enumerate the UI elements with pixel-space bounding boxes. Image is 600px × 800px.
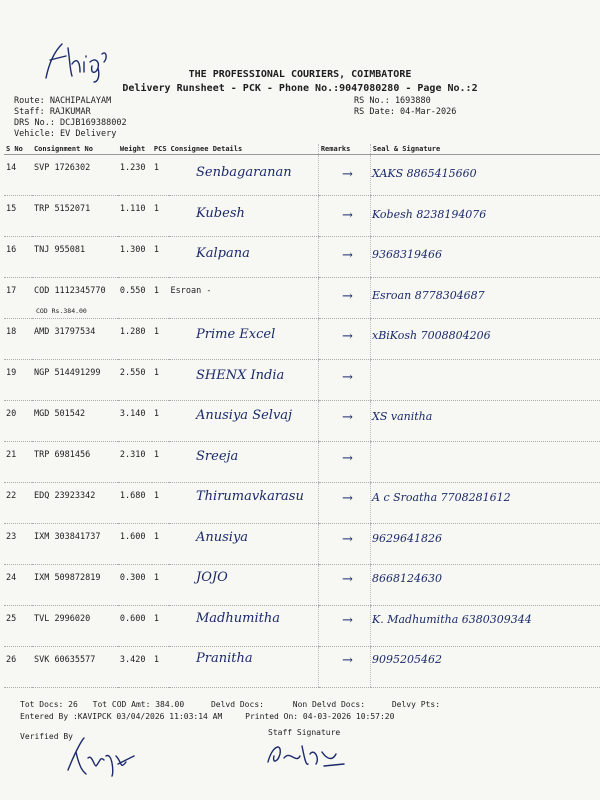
staff-signature-label: Staff Signature <box>268 728 341 737</box>
handwritten-receiver-signature: 9095205462 <box>372 653 442 666</box>
sno-cell: 16 <box>4 237 32 278</box>
handwritten-receiver-signature: xBiKosh 7008804206 <box>372 329 491 342</box>
sno-cell: 22 <box>4 483 32 524</box>
consignment-cell: SVK 60635577 <box>32 647 118 688</box>
consignment-cell: COD 1112345770 COD Rs.384.00 <box>32 278 118 319</box>
table-row <box>4 401 600 442</box>
verified-by-label: Verified By <box>20 732 73 741</box>
consignment-cell: MGD 501542 <box>32 401 118 442</box>
handwritten-receiver-signature: K. Madhumitha 6380309344 <box>372 612 532 626</box>
pcs-cell: 1 <box>152 155 169 196</box>
consignment-cell: TRP 6981456 <box>32 442 118 483</box>
table-row <box>4 565 600 606</box>
pcs-cell: 1 <box>152 278 169 319</box>
remark-arrow-icon: → <box>342 248 353 263</box>
remark-arrow-icon: → <box>342 329 353 344</box>
remark-arrow-icon: → <box>342 491 353 506</box>
pcs-cell: 1 <box>152 442 169 483</box>
table-row <box>4 237 600 278</box>
table-row <box>4 319 600 360</box>
pcs-cell: 1 <box>152 524 169 565</box>
consignment-cell: SVP 1726302 <box>32 155 118 196</box>
handwritten-consignee-name: Pranitha <box>196 651 253 666</box>
vehicle-text: Vehicle: EV Delivery <box>14 129 117 139</box>
sno-cell: 17 <box>4 278 32 319</box>
table-row <box>4 360 600 401</box>
handwritten-receiver-signature: Esroan 8778304687 <box>372 288 485 302</box>
runsheet-info-right <box>354 96 456 118</box>
pcs-cell: 1 <box>152 401 169 442</box>
consignment-cell: AMD 31797534 <box>32 319 118 360</box>
handwritten-consignee-name: Madhumitha <box>196 610 280 626</box>
weight-cell: 2.310 <box>118 442 152 483</box>
weight-cell: 1.110 <box>118 196 152 237</box>
rs-no-text: RS No.: 1693880 <box>354 96 431 106</box>
remark-arrow-icon: → <box>342 572 353 587</box>
weight-cell: 1.300 <box>118 237 152 278</box>
pcs-cell: 1 <box>152 319 169 360</box>
handwritten-receiver-signature: XAKS 8865415660 <box>372 167 477 180</box>
consignee-cell <box>169 565 319 606</box>
handwritten-consignee-name: JOJO <box>196 570 228 585</box>
pcs-cell: 1 <box>152 565 169 606</box>
remark-arrow-icon: → <box>342 653 353 668</box>
remark-arrow-icon: → <box>342 450 353 466</box>
table-row <box>4 196 600 237</box>
delvy-pts: Delvy Pts: <box>391 700 441 709</box>
weight-cell: 1.230 <box>118 155 152 196</box>
consignment-cell: TVL 2996020 <box>32 606 118 647</box>
sno-cell: 15 <box>4 196 32 237</box>
handwritten-consignee-name: Thirumavkarasu <box>196 489 304 504</box>
sno-cell: 26 <box>4 647 32 688</box>
footer-entry <box>20 712 394 721</box>
sno-cell: 25 <box>4 606 32 647</box>
seal-cell <box>370 360 600 401</box>
col-header-weight: Weight <box>118 144 152 155</box>
consignment-cell: IXM 509872819 <box>32 565 118 606</box>
remark-arrow-icon: → <box>342 369 353 385</box>
sno-cell: 24 <box>4 565 32 606</box>
pcs-cell: 1 <box>152 196 169 237</box>
seal-cell <box>370 442 600 483</box>
sno-cell: 21 <box>4 442 32 483</box>
runsheet-table <box>4 144 600 688</box>
weight-cell: 0.300 <box>118 565 152 606</box>
verified-signature <box>64 736 144 780</box>
consignment-cell: NGP 514491299 <box>32 360 118 401</box>
handwritten-consignee-name: SHENX India <box>196 367 285 383</box>
sno-cell: 23 <box>4 524 32 565</box>
remark-arrow-icon: → <box>342 612 353 628</box>
staff-text: Staff: RAJKUMAR <box>14 107 91 117</box>
seal-cell <box>370 565 600 606</box>
route-text: Route: NACHIPALAYAM <box>14 96 112 106</box>
remark-arrow-icon: → <box>342 167 353 182</box>
handwritten-consignee-name: Kubesh <box>196 205 245 221</box>
consignee-cell: Esroan - <box>169 278 319 319</box>
handwritten-consignee-name: Anusiya <box>196 529 249 545</box>
pcs-cell: 1 <box>152 483 169 524</box>
footer-totals <box>20 700 440 709</box>
tot-docs: Tot Docs: 26 <box>20 700 78 709</box>
handwritten-receiver-signature: Kobesh 8238194076 <box>372 207 487 221</box>
col-header-consignee: Consignee Details <box>169 144 319 155</box>
sno-cell: 19 <box>4 360 32 401</box>
sno-cell: 14 <box>4 155 32 196</box>
pcs-cell: 1 <box>152 360 169 401</box>
handwritten-consignee-name: Kalpana <box>196 246 250 261</box>
sno-cell: 20 <box>4 401 32 442</box>
weight-cell: 1.280 <box>118 319 152 360</box>
col-header-seal: Seal & Signature <box>370 144 600 155</box>
runsheet-title: Delivery Runsheet - PCK - Phone No.:9047080280 - Page No.:2 <box>122 83 478 94</box>
table-row <box>4 442 600 483</box>
weight-cell: 0.550 <box>118 278 152 319</box>
non-delvd-docs: Non Delvd Docs: <box>292 700 366 709</box>
table-row <box>4 278 600 319</box>
weight-cell: 2.550 <box>118 360 152 401</box>
pcs-cell: 1 <box>152 237 169 278</box>
weight-cell: 1.600 <box>118 524 152 565</box>
consignment-cell: IXM 303841737 <box>32 524 118 565</box>
handwritten-receiver-signature: A c Sroatha 7708281612 <box>372 491 511 504</box>
col-header-consignment: Consignment No <box>32 144 118 155</box>
runsheet-info-left <box>14 96 127 140</box>
table-row <box>4 155 600 196</box>
printed-on: Printed On: 04-03-2026 10:57:20 <box>245 712 395 721</box>
rs-date-text: RS Date: 04-Mar-2026 <box>354 107 457 117</box>
weight-cell: 0.600 <box>118 606 152 647</box>
consignment-cell: TRP 5152071 <box>32 196 118 237</box>
remark-arrow-icon: → <box>342 207 353 223</box>
weight-cell: 3.420 <box>118 647 152 688</box>
handwritten-receiver-signature: 9629641826 <box>372 531 442 545</box>
handwritten-consignee-name: Anusiya Selvaj <box>196 408 293 423</box>
table-row <box>4 647 600 688</box>
handwritten-receiver-signature: XS vanitha <box>372 410 433 423</box>
handwritten-consignee-name: Prime Excel <box>196 327 276 342</box>
col-header-remarks: Remarks <box>318 144 370 155</box>
remark-arrow-icon: → <box>342 410 353 425</box>
delvd-docs: Delvd Docs: <box>210 700 264 709</box>
cod-amount: COD Rs.384.00 <box>35 307 87 315</box>
remark-arrow-icon: → <box>342 531 353 547</box>
consignment-cell: TNJ 955081 <box>32 237 118 278</box>
entered-by: Entered By :KAVIPCK 03/04/2026 11:03:14 AM <box>20 712 223 721</box>
pcs-cell: 1 <box>152 647 169 688</box>
table-header-row <box>4 144 600 155</box>
weight-cell: 3.140 <box>118 401 152 442</box>
weight-cell: 1.680 <box>118 483 152 524</box>
col-header-pcs: PCS <box>153 145 167 153</box>
staff-signature <box>262 736 352 772</box>
sno-cell: 18 <box>4 319 32 360</box>
handwritten-receiver-signature: 9368319466 <box>372 248 442 261</box>
drs-text: DRS No.: DCJB169388002 <box>14 118 127 128</box>
handwritten-consignee-name: Senbagaranan <box>196 165 292 180</box>
tot-cod: Tot COD Amt: 384.00 <box>92 700 185 709</box>
handwritten-receiver-signature: 8668124630 <box>372 572 442 585</box>
consignment-cell: EDQ 23923342 <box>32 483 118 524</box>
handwritten-consignee-name: Sreeja <box>196 448 239 464</box>
consignee-cell <box>169 442 319 483</box>
table-row <box>4 524 600 565</box>
col-header-sno: S No <box>4 144 32 155</box>
pcs-cell: 1 <box>152 606 169 647</box>
remark-arrow-icon: → <box>342 288 353 304</box>
company-title: THE PROFESSIONAL COURIERS, COIMBATORE <box>188 69 412 80</box>
